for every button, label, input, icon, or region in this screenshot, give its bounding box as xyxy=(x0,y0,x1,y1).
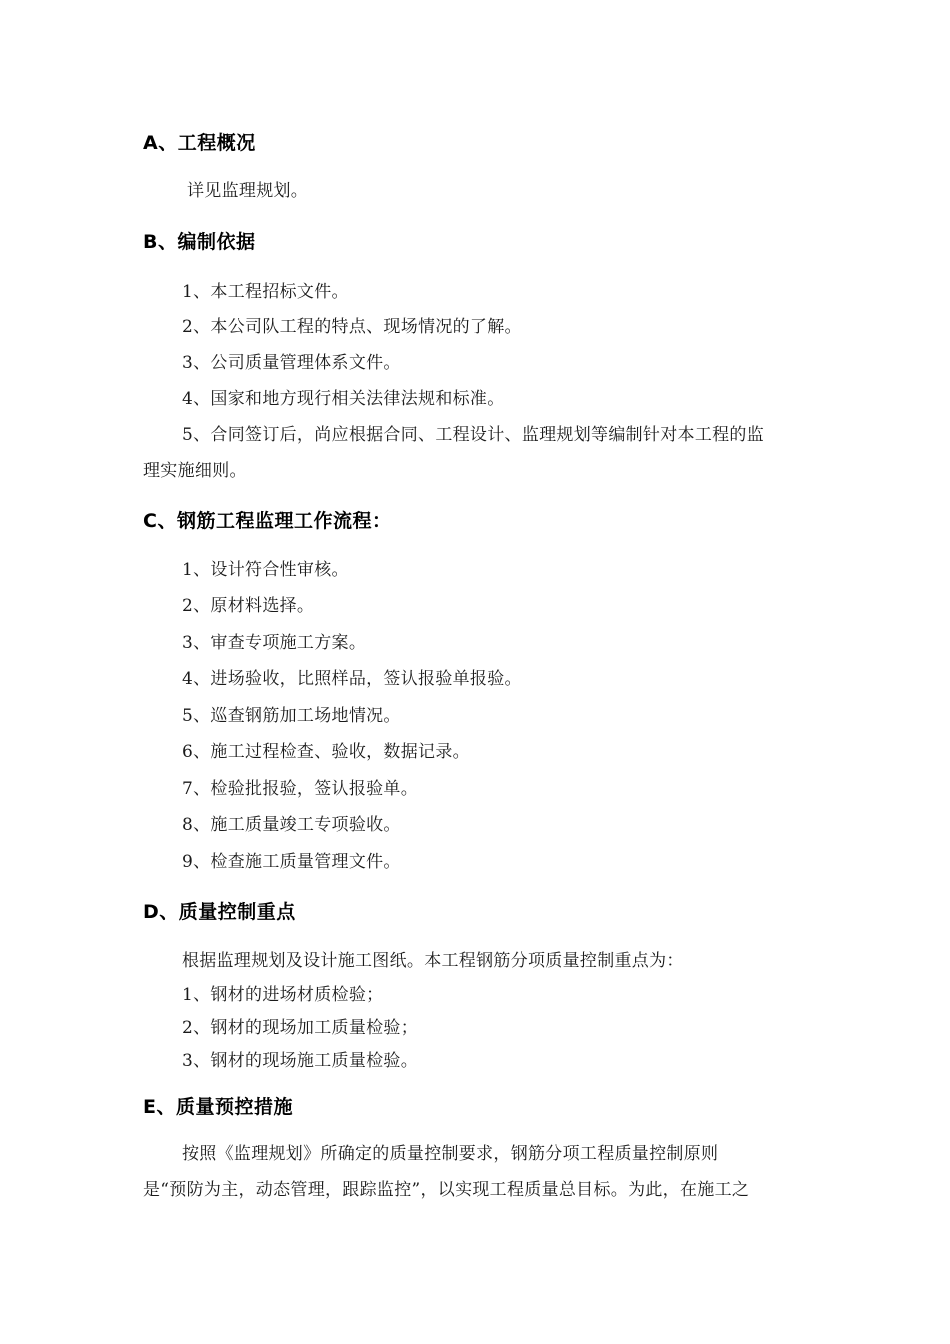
section-b-item-4: 4、国家和地方现行相关法律法规和标准。 xyxy=(182,389,505,409)
section-heading-b: B、编制依据 xyxy=(143,231,256,253)
section-b-item-2: 2、本公司队工程的特点、现场情况的了解。 xyxy=(182,317,522,337)
section-c-step-8: 8、施工质量竣工专项验收。 xyxy=(182,815,401,835)
section-a-line-1: 详见监理规划。 xyxy=(187,181,309,201)
section-c-step-1: 1、设计符合性审核。 xyxy=(182,560,349,580)
section-heading-c: C、钢筋工程监理工作流程： xyxy=(143,510,392,532)
section-e-paragraph-line-1: 按照《监理规划》所确定的质量控制要求，钢筋分项工程质量控制原则 xyxy=(182,1144,719,1164)
section-b-item-1: 1、本工程招标文件。 xyxy=(182,282,349,302)
section-b-item-5: 5、合同签订后，尚应根据合同、工程设计、监理规划等编制针对本工程的监 xyxy=(182,425,765,445)
section-b-item-3: 3、公司质量管理体系文件。 xyxy=(182,353,401,373)
section-c-step-9: 9、检查施工质量管理文件。 xyxy=(182,852,401,872)
section-c-step-6: 6、施工过程检查、验收，数据记录。 xyxy=(182,742,470,762)
section-c-step-3: 3、审查专项施工方案。 xyxy=(182,633,367,653)
section-heading-a: A、工程概况 xyxy=(143,132,256,154)
section-c-step-7: 7、检验批报验，签认报验单。 xyxy=(182,779,419,799)
section-d-item-2: 2、钢材的现场加工质量检验； xyxy=(182,1018,419,1038)
section-d-item-1: 1、钢材的进场材质检验； xyxy=(182,985,384,1005)
section-b-item-5-continued: 理实施细则。 xyxy=(143,461,247,481)
section-d-item-3: 3、钢材的现场施工质量检验。 xyxy=(182,1051,419,1071)
section-c-step-4: 4、进场验收，比照样品，签认报验单报验。 xyxy=(182,669,522,689)
section-c-step-5: 5、巡查钢筋加工场地情况。 xyxy=(182,706,401,726)
section-c-step-2: 2、原材料选择。 xyxy=(182,596,315,616)
section-heading-d: D、质量控制重点 xyxy=(143,901,296,923)
section-d-intro: 根据监理规划及设计施工图纸。本工程钢筋分项质量控制重点为： xyxy=(182,951,684,971)
section-e-paragraph-line-2: 是“预防为主，动态管理，跟踪监控”，以实现工程质量总目标。为此，在施工之 xyxy=(143,1180,750,1200)
section-heading-e: E、质量预控措施 xyxy=(143,1096,293,1118)
